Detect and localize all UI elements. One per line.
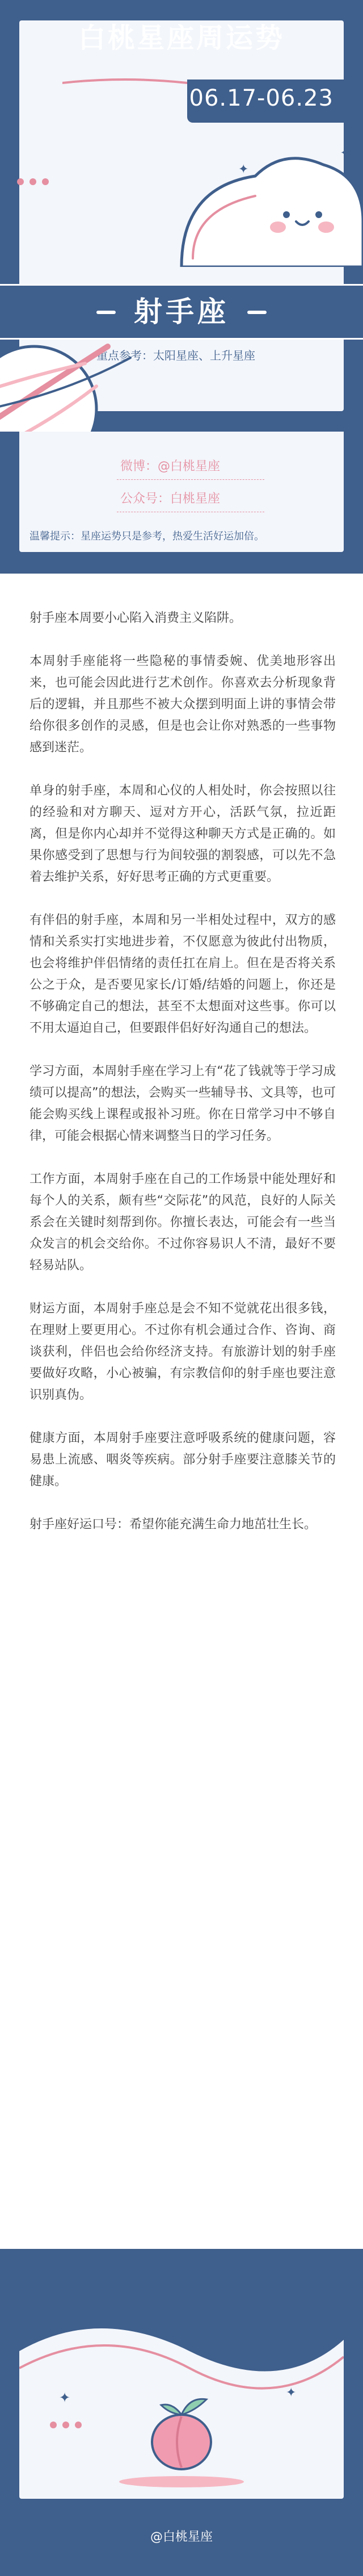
tip-text: 温馨提示：星座运势只是参考，热爱生活好运加倍。	[29, 530, 264, 542]
weibo-handle: 微博：@白桃星座	[117, 454, 264, 480]
svg-text:✦: ✦	[340, 147, 349, 159]
paragraph: 单身的射手座，本周和心仪的人相处时，你会按照以往的经验和对方聊天、逗对方开心，活跃气氛，拉近距离，但是你内心却并不觉得这种聊天方式是正确的。如果你感受到了思想与行为间较强的割裂感，可以先不急着去维护关系，好好思考正确的方式更重要。	[29, 784, 336, 884]
focus-line: 重点参考：太阳星座、上升星座	[96, 349, 255, 362]
paragraph: 学习方面，本周射手座在学习上有“花了钱就等于学习成绩可以提高”的想法，会购买一些辅导书、文具等，也可能会购买线上课程或报补习班。你在日常学习中不够自律，可能会根据心情来调整当日的学习任务。	[29, 1064, 336, 1143]
sign-title: 射手座	[134, 295, 229, 328]
contact-box	[117, 454, 264, 522]
dots-icon	[15, 170, 83, 193]
wechat-account: 公众号：白桃星座	[117, 487, 264, 512]
paragraph: 射手座好运口号：希望你能充满生命力地茁壮生长。	[29, 1517, 317, 1532]
paragraph: 健康方面，本周射手座要注意呼吸系统的健康问题，容易患上流感、咽炎等疾病。部分射手座要注意膝关节的健康。	[29, 1431, 336, 1488]
peach-icon	[152, 2399, 211, 2469]
svg-text:✦: ✦	[286, 2386, 297, 2400]
date-range: 06.17-06.23	[189, 85, 334, 111]
peach-scene-icon	[19, 2272, 344, 2499]
svg-text:✦: ✦	[238, 162, 249, 177]
planet-icon	[0, 324, 136, 432]
article-body	[29, 608, 336, 1557]
dash-right	[247, 311, 267, 314]
header-banner	[0, 0, 363, 432]
paragraph: 财运方面，本周射手座总是会不知不觉就花出很多钱，在理财上要更用心。不过你有机会通过合作、咨询、商谈获利，伴侣也会给你经济支持。有旅游计划的射手座要做好攻略，小心被骗，有宗教信仰的射手座也要注意识别真伪。	[29, 1302, 336, 1402]
page-title: 白桃星座周运势	[78, 22, 285, 54]
cloud-mascot-icon	[170, 142, 363, 267]
paragraph: 本周射手座能将一些隐秘的事情委婉、优美地形容出来，也可能会因此进行艺术创作。你喜欢去分析现象背后的逻辑，并且那些不被大众摆到明面上讲的事情会带给你很多创作的灵感，但是也会让你对熟悉的一些事物感到迷茫。	[29, 654, 336, 755]
paragraph: 射手座本周要小心陷入消费主义陷阱。	[29, 611, 242, 625]
footer	[0, 2249, 363, 2576]
date-box	[187, 80, 344, 123]
title-bar	[0, 12, 363, 52]
footer-credit: @白桃星座	[150, 2530, 213, 2544]
paragraph: 工作方面，本周射手座在自己的工作场景中能处理好和每个人的关系，颇有些“交际花”的风范，良好的人际关系会在关键时刻帮到你。你擅长表达，可能会有一些当众发言的机会交给你。不过你容易识人不清，最好不要轻易站队。	[29, 1172, 336, 1273]
footer-card	[19, 2272, 344, 2499]
paragraph: 有伴侣的射手座，本周和另一半相处过程中，双方的感情和关系实打实地进步着，不仅愿意为彼此付出物质，也会将维护伴侣情绪的责任扛在肩上。但在是否将关系公之于众，是否要见家长/订婚/结婚的问题上，你还是不够确定自己的想法，甚至不太想面对这些事。你可以不用太逼迫自己，但要跟伴侣好好沟通自己的想法。	[29, 913, 336, 1035]
svg-text:✦: ✦	[59, 2390, 71, 2406]
